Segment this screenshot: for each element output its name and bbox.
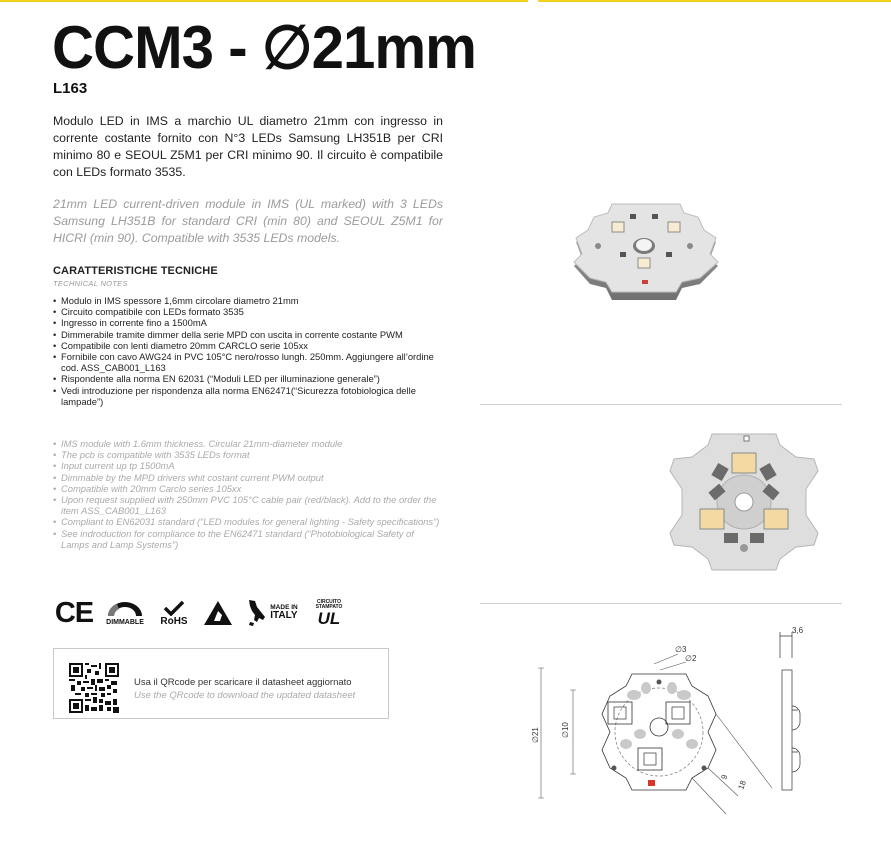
feature-item: • Rispondente alla norma EN 62031 (“Moduli LED per illuminazione generale”) — [53, 373, 443, 384]
feature-item: • Upon request supplied with 250mm PVC 105°C cable pair (red/black). Add to the order the item ASS_CAB001_L163 — [53, 494, 443, 516]
feature-item: • Ingresso in corrente fino a 1500mA — [53, 317, 443, 328]
feature-item: • Modulo in IMS spessore 1,6mm circolare diametro 21mm — [53, 295, 443, 306]
feature-item: • Compliant to EN62031 standard (“LED modules for general lighting - Safety specifications”) — [53, 516, 443, 527]
feature-item: • Compatibile con lenti diametro 20mm CARCLO serie 105xx — [53, 340, 443, 351]
description-english: 21mm LED current-driven module in IMS (UL marked) with 3 LEDs Samsung LH351B for standard CRI (min 80) and SEOUL Z5M1 for HICRI (min 90). Compatible with 3535 LEDs models. — [53, 197, 443, 245]
feature-item: • Vedi introduzione per rispondenza alla norma EN62471(“Sicurezza fotobiologica delle lampade”) — [53, 385, 443, 407]
dim-hole-3: ∅3 — [675, 645, 687, 654]
technical-section-title: CARATTERISTICHE TECNICHE — [53, 265, 218, 277]
qrcode-text-italian: Usa il QRcode per scaricare il datasheet aggiornato — [134, 677, 352, 688]
product-title: CCM3 - ∅21mm — [52, 14, 476, 81]
module-photo-top — [668, 431, 820, 573]
feature-item: • Compatible with 20mm Carclo series 105xx — [53, 483, 443, 494]
product-code: L163 — [53, 80, 88, 97]
separator-2 — [480, 603, 842, 604]
dim-thickness: 3,6 — [792, 626, 804, 635]
ce-mark-icon: CE — [54, 596, 94, 629]
feature-item: • Input current up tp 1500mA — [53, 460, 443, 471]
top-accent-line-right — [538, 0, 891, 2]
feature-item: • The pcb is compatible with 3535 LEDs format — [53, 449, 443, 460]
features-list-english — [53, 438, 443, 550]
rohs-icon: RoHS — [155, 598, 193, 628]
feature-item: • Dimmerabile tramite dimmer della serie MPD con uscita in corrente costante PWM — [53, 329, 443, 340]
dim-hole-2: ∅2 — [685, 654, 697, 663]
feature-item: • Fornibile con cavo AWG24 in PVC 105°C nero/rosso lungh. 250mm. Aggiungere all’ordine cod. ASS_CAB001_L163 — [53, 351, 443, 373]
feature-item: • IMS module with 1.6mm thickness. Circular 21mm-diameter module — [53, 438, 443, 449]
feature-item: • Circuito compatibile con LEDs formato 3535 — [53, 306, 443, 317]
feature-item: • Dimmable by the MPD drivers whit costant current PWM output — [53, 472, 443, 483]
ul-pcb-mark-icon: CIRCUITO STAMPATO UL — [315, 598, 343, 628]
made-in-italy-icon: MADE IN ITALY — [243, 598, 301, 628]
qr-code-icon[interactable] — [69, 663, 119, 713]
features-list-italian — [53, 295, 443, 407]
module-photo-angled — [572, 200, 720, 304]
description-italian: Modulo LED in IMS a marchio UL diametro 21mm con ingresso in corrente costante fornito con N°3 LEDs Samsung LH351B per CRI minimo 80 e SEOUL Z5M1 per CRI minimo 90. Il circuito è compatibile con LEDs formato 3535. — [53, 114, 443, 179]
dim-diameter-10: ∅10 — [561, 722, 570, 738]
top-accent-line-left — [0, 0, 528, 2]
separator-1 — [480, 404, 842, 405]
qrcode-box — [53, 648, 389, 719]
feature-item: • See indroduction for compliance to the EN62471 standard (“Photobiological Safety of Lamps and Lamp Systems”) — [53, 528, 443, 550]
dim-diameter-21: ∅21 — [531, 727, 540, 743]
technical-section-subtitle: TECHNICAL NOTES — [53, 279, 128, 288]
esd-warning-icon — [200, 598, 236, 628]
dimmable-icon: DIMMABLE — [102, 598, 148, 628]
qrcode-text-english: Use the QRcode to download the updated datasheet — [134, 690, 356, 701]
dim-18: 18 — [736, 779, 748, 791]
technical-drawing — [530, 618, 830, 833]
dim-9: 9 — [719, 773, 730, 781]
